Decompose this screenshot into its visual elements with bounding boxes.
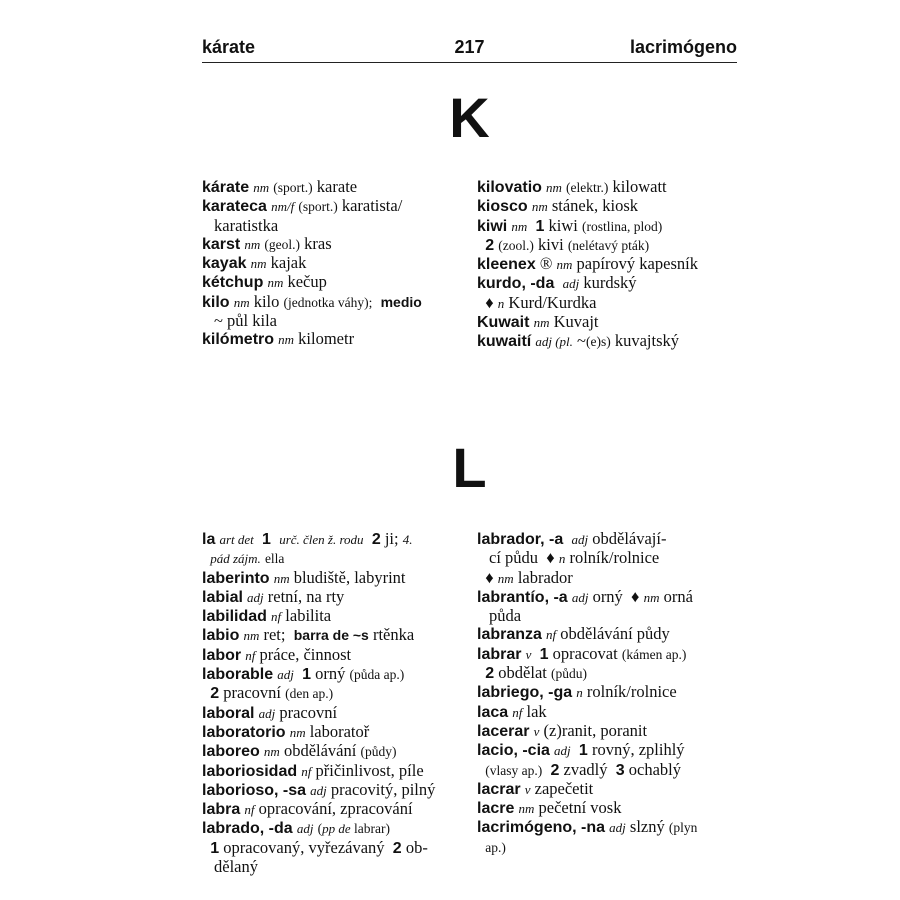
entry-text: (půdu): [550, 666, 587, 682]
headword: laboreo: [202, 743, 260, 761]
headword: labial: [202, 588, 243, 606]
grammar-label: nm: [643, 589, 660, 605]
entry-text: kiwi: [544, 215, 582, 235]
grammar-label: nm: [546, 180, 562, 195]
k-right-column: [477, 178, 739, 352]
dictionary-entry-line: [202, 530, 467, 549]
entry-text: práce, činnost: [255, 644, 352, 664]
entry-text: orná: [659, 586, 693, 606]
dictionary-entry-line: [477, 217, 739, 236]
dictionary-entry-line: [477, 703, 739, 722]
dictionary-entry-line: [202, 607, 467, 626]
entry-text: [294, 664, 302, 683]
entry-text: ella: [264, 551, 285, 567]
entry-text: ret;: [259, 625, 294, 645]
dictionary-entry-line: [477, 569, 739, 588]
headword: kayak: [202, 255, 247, 273]
dictionary-entry-line: [202, 781, 467, 800]
entry-text: orný ♦: [588, 586, 644, 606]
l-right-column: [477, 530, 739, 857]
grammar-label: art det: [219, 532, 254, 547]
headword: laboratorio: [202, 723, 286, 741]
sense-number: 1: [535, 217, 545, 235]
grammar-label: pád zájm.: [210, 551, 261, 567]
dictionary-entry-line: [202, 684, 467, 703]
grammar-label: adj: [310, 782, 327, 798]
entry-text: obdělávání půdy: [556, 624, 670, 644]
entry-text: orný: [311, 664, 350, 684]
entry-text: pracovní: [219, 683, 286, 703]
entry-text: obdělávání: [279, 741, 361, 761]
grammar-label: n: [576, 685, 583, 701]
entry-text: ~ půl kila: [214, 311, 278, 331]
dictionary-entry-line: [477, 799, 739, 818]
entry-text: (den ap.): [285, 686, 334, 702]
dictionary-entry-line: [202, 723, 467, 742]
sense-number: 2: [485, 665, 495, 683]
headword: lacre: [477, 800, 515, 818]
entry-text: kajak: [266, 253, 307, 273]
grammar-label: n: [558, 551, 566, 567]
headword: lacerar: [477, 722, 530, 740]
grammar-label: nm: [533, 315, 550, 331]
sense-number: 2: [392, 839, 402, 857]
sense-number: 2: [550, 761, 560, 779]
dictionary-entry-line: [202, 330, 464, 349]
dictionary-entry-line: [202, 235, 464, 254]
dictionary-entry-line: [202, 665, 467, 684]
dictionary-entry-line: [477, 236, 739, 255]
entry-text: (vlasy ap.): [485, 762, 543, 778]
headword: kilo: [202, 293, 230, 311]
entry-text: barra de ~s: [293, 627, 369, 644]
grammar-label: adj: [296, 821, 314, 837]
entry-text: (sport.): [298, 199, 338, 215]
section-letter-l: L: [452, 436, 487, 499]
running-header: [202, 36, 737, 63]
header-first-headword: kárate: [202, 37, 256, 57]
header-last-headword: lacrimógeno: [629, 37, 737, 57]
entry-text: ochablý: [624, 759, 682, 779]
grammar-label: nm: [233, 294, 250, 310]
grammar-label: adj (pl.: [535, 334, 573, 350]
dictionary-entry-line: [202, 312, 464, 330]
dictionary-entry-line: [477, 780, 739, 799]
entry-text: zapečetit: [530, 778, 594, 798]
dictionary-entry-line: [477, 530, 739, 549]
headword: labra: [202, 801, 241, 819]
dictionary-entry-line: [202, 839, 467, 858]
dictionary-entry-line: [202, 293, 464, 312]
grammar-label: nm: [263, 744, 280, 760]
grammar-label: 4.: [402, 532, 413, 547]
entry-text: [571, 740, 579, 759]
grammar-label: urč. člen ž. rodu: [279, 532, 364, 547]
headword: kiosco: [477, 198, 528, 216]
entry-text: [254, 529, 262, 548]
headword: laberinto: [202, 569, 270, 587]
grammar-label: adj: [247, 589, 264, 605]
headword: labrador, -a: [477, 531, 564, 548]
dictionary-entry-line: [477, 818, 739, 837]
grammar-label: adj: [562, 276, 580, 292]
entry-text: půda: [489, 606, 522, 626]
entry-text: Kurd/Kurdka: [504, 292, 597, 312]
headword: labrantío, -a: [477, 588, 568, 606]
sense-number: 2: [485, 236, 495, 254]
dictionary-entry-line: [477, 664, 739, 683]
headword: Kuwait: [477, 314, 530, 332]
dictionary-entry-line: [477, 761, 739, 780]
grammar-label: n: [497, 295, 505, 311]
headword: lacrar: [477, 780, 521, 798]
entry-text: [271, 529, 279, 548]
grammar-label: adj: [277, 667, 294, 683]
dictionary-entry-line: [477, 588, 739, 607]
headword: labor: [202, 646, 242, 664]
grammar-label: adj: [609, 820, 626, 836]
entry-text: kurdský: [579, 273, 637, 293]
entry-text: lak: [522, 701, 547, 721]
entry-text: (půda ap.): [349, 667, 405, 683]
grammar-label: v: [533, 723, 540, 739]
entry-text: kivi: [533, 234, 568, 254]
entry-text: (z)ranit, poranit: [539, 720, 648, 740]
dictionary-entry-line: [202, 178, 464, 197]
headword: kétchup: [202, 274, 264, 292]
sense-number: 1: [539, 645, 549, 663]
headword: karst: [202, 235, 241, 253]
headword: laboriosidad: [202, 762, 298, 780]
entry-text: přičinlivost, píle: [311, 760, 424, 780]
headword: labilidad: [202, 608, 267, 626]
entry-text: kilometr: [294, 329, 355, 349]
entry-text: kilo: [249, 291, 284, 311]
sense-number: 1: [262, 531, 271, 548]
headword: kurdo, -da: [477, 275, 555, 293]
grammar-label: nm: [531, 199, 548, 215]
entry-text: kuvajtský: [610, 331, 680, 351]
entry-text: [527, 216, 535, 235]
dictionary-entry-line: [202, 273, 464, 292]
entry-text: [364, 529, 372, 548]
entry-text: laboratoř: [305, 721, 370, 741]
dictionary-entry-line: [202, 588, 467, 607]
dictionary-entry-line: [202, 197, 464, 216]
entry-text: rtěnka: [368, 625, 415, 645]
entry-text: [531, 644, 539, 663]
grammar-label: adj: [258, 705, 276, 721]
dictionary-entry-line: [477, 313, 739, 332]
dictionary-entry-line: [202, 569, 467, 588]
entry-text: ob-: [401, 837, 428, 857]
grammar-label: nm: [556, 257, 573, 273]
grammar-label: nf: [512, 704, 523, 720]
headword: kiwi: [477, 217, 508, 235]
entry-text: zvadlý: [559, 759, 616, 779]
grammar-label: adj: [554, 743, 571, 759]
entry-text: ~: [572, 331, 586, 351]
dictionary-entry-line: [477, 274, 739, 293]
entry-text: dělaný: [214, 857, 258, 877]
dictionary-entry-line: [202, 762, 467, 781]
dictionary-entry-line: [477, 625, 739, 644]
entry-text: rolník/rolnice: [582, 682, 677, 702]
headword: kilovatio: [477, 179, 542, 196]
entry-text: [477, 760, 485, 779]
grammar-label: nf: [301, 763, 312, 779]
headword: labrado, -da: [202, 820, 293, 838]
entry-text: karatistka: [214, 215, 279, 235]
dictionary-entry-line: [477, 255, 739, 274]
dictionary-entry-line: [477, 722, 739, 741]
entry-text: ♦: [477, 567, 498, 587]
dictionary-entry-line: [202, 858, 467, 876]
entry-text: (: [317, 821, 323, 837]
headword: laborable: [202, 666, 274, 684]
entry-text: [477, 837, 485, 856]
entry-text: rovný, zplihlý: [587, 740, 685, 760]
entry-text: opracovat: [548, 643, 622, 663]
headword: laca: [477, 703, 509, 721]
grammar-label: nm: [250, 256, 267, 272]
grammar-label: v: [525, 646, 532, 662]
dictionary-entry-line: [202, 217, 464, 235]
entry-text: labrador: [513, 567, 573, 587]
entry-text: kečup: [283, 272, 327, 292]
entry-text: medio: [380, 293, 422, 310]
dictionary-entry-line: [202, 742, 467, 761]
entry-text: (nelétavý pták): [567, 237, 650, 253]
sense-number: 1: [302, 666, 312, 684]
dictionary-entry-line: [202, 254, 464, 273]
entry-text: ®: [535, 254, 557, 274]
grammar-label: nf: [271, 609, 282, 625]
entry-text: slzný: [625, 817, 669, 837]
grammar-label: nm: [267, 275, 284, 291]
grammar-label: adj: [571, 589, 589, 605]
grammar-label: nm: [497, 570, 514, 586]
grammar-label: nm: [518, 801, 535, 817]
entry-text: obdělávají-: [588, 529, 667, 548]
entry-text: (plyn: [668, 820, 698, 836]
entry-text: (rostlina, plod): [582, 218, 663, 234]
headword: kilómetro: [202, 331, 275, 349]
entry-text: opracování, zpracování: [254, 799, 413, 819]
grammar-label: nf: [244, 802, 255, 818]
entry-text: stánek, kiosk: [547, 196, 638, 216]
sense-number: 3: [615, 761, 625, 779]
entry-text: labrar): [350, 821, 390, 837]
headword: lacio, -cia: [477, 742, 550, 760]
dictionary-entry-line: [202, 549, 467, 568]
headword: lacrimógeno, -na: [477, 819, 606, 837]
sense-number: 1: [210, 839, 220, 857]
grammar-label: nf: [546, 627, 557, 643]
entry-text: karatista/: [337, 196, 403, 216]
entry-text: papírový kapesník: [572, 254, 698, 274]
sense-number: 1: [578, 742, 588, 760]
dictionary-entry-line: [477, 332, 739, 351]
headword: kuwaití: [477, 333, 532, 351]
entry-text: rolník/rolnice: [565, 548, 660, 568]
headword: laboral: [202, 704, 255, 722]
dictionary-entry-line: [477, 549, 739, 568]
entry-text: retní, na rty: [263, 586, 345, 606]
entry-text: (půdy): [360, 744, 397, 760]
grammar-label: nm: [278, 332, 295, 348]
entry-text: bludiště, labyrint: [289, 567, 406, 587]
grammar-label: pp de: [322, 821, 351, 837]
entry-text: (zool.): [498, 237, 534, 253]
entry-text: [202, 548, 210, 567]
entry-text: [554, 273, 562, 292]
entry-text: [563, 529, 571, 548]
headword: kárate: [202, 179, 250, 196]
grammar-label: nm: [511, 218, 528, 234]
entry-text: cí půdu ♦: [489, 548, 559, 568]
sense-number: 2: [210, 685, 220, 703]
entry-text: pečetní vosk: [534, 798, 622, 818]
headword: labio: [202, 627, 240, 645]
entry-text: [477, 235, 485, 254]
page-number: 217: [454, 37, 485, 57]
grammar-label: nm: [289, 724, 306, 740]
entry-text: kras: [300, 233, 332, 253]
entry-text: (kámen ap.): [621, 646, 687, 662]
grammar-label: nm: [244, 236, 261, 252]
dictionary-entry-line: [202, 646, 467, 665]
grammar-label: nm: [243, 628, 260, 644]
grammar-label: nf: [245, 647, 256, 663]
entry-text: kilowatt: [608, 177, 667, 196]
grammar-label: nm: [253, 180, 270, 195]
grammar-label: adj: [571, 532, 589, 547]
grammar-label: nm: [273, 570, 290, 586]
dictionary-entry-line: [477, 294, 739, 313]
dictionary-entry-line: [477, 607, 739, 625]
headword: laborioso, -sa: [202, 781, 307, 799]
entry-text: [477, 663, 485, 682]
section-letter-k: K: [449, 86, 490, 149]
entry-text: ♦: [477, 292, 498, 312]
dictionary-entry-line: [202, 626, 467, 645]
entry-text: (jednotka váhy);: [283, 294, 373, 310]
headword: labranza: [477, 626, 542, 644]
entry-text: (sport.): [273, 180, 313, 195]
sense-number: 2: [371, 531, 381, 548]
dictionary-entry-line: [202, 800, 467, 819]
grammar-label: v: [524, 781, 531, 797]
entry-text: ap.): [485, 839, 506, 855]
entry-text: (elektr.): [566, 180, 609, 195]
headword: labriego, -ga: [477, 684, 573, 702]
entry-text: Kuvajt: [549, 312, 599, 332]
entry-text: pracovní: [275, 702, 338, 722]
dictionary-entry-line: [477, 197, 739, 216]
entry-text: opracovaný, vyřezávaný: [219, 837, 393, 857]
dictionary-entry-line: [477, 178, 739, 197]
entry-text: pracovitý, pilný: [326, 779, 436, 799]
entry-text: labilita: [281, 606, 332, 626]
entry-text: (e)s): [585, 334, 611, 350]
k-left-column: [202, 178, 464, 350]
entry-text: ji;: [380, 529, 403, 548]
dictionary-entry-line: [477, 683, 739, 702]
entry-text: obdělat: [494, 663, 551, 683]
entry-text: [202, 838, 210, 857]
grammar-label: nm/f: [271, 199, 295, 215]
l-left-column: [202, 530, 467, 876]
headword: la: [202, 531, 216, 548]
dictionary-entry-line: [202, 704, 467, 723]
dictionary-entry-line: [477, 741, 739, 760]
entry-text: (geol.): [264, 236, 300, 252]
headword: karateca: [202, 198, 267, 216]
entry-text: [372, 292, 380, 311]
headword: labrar: [477, 645, 522, 663]
entry-text: karate: [312, 177, 358, 196]
headword: kleenex: [477, 256, 536, 274]
dictionary-entry-line: [477, 645, 739, 664]
dictionary-entry-line: [202, 819, 467, 838]
entry-text: [202, 683, 210, 702]
dictionary-entry-line: [477, 838, 739, 857]
